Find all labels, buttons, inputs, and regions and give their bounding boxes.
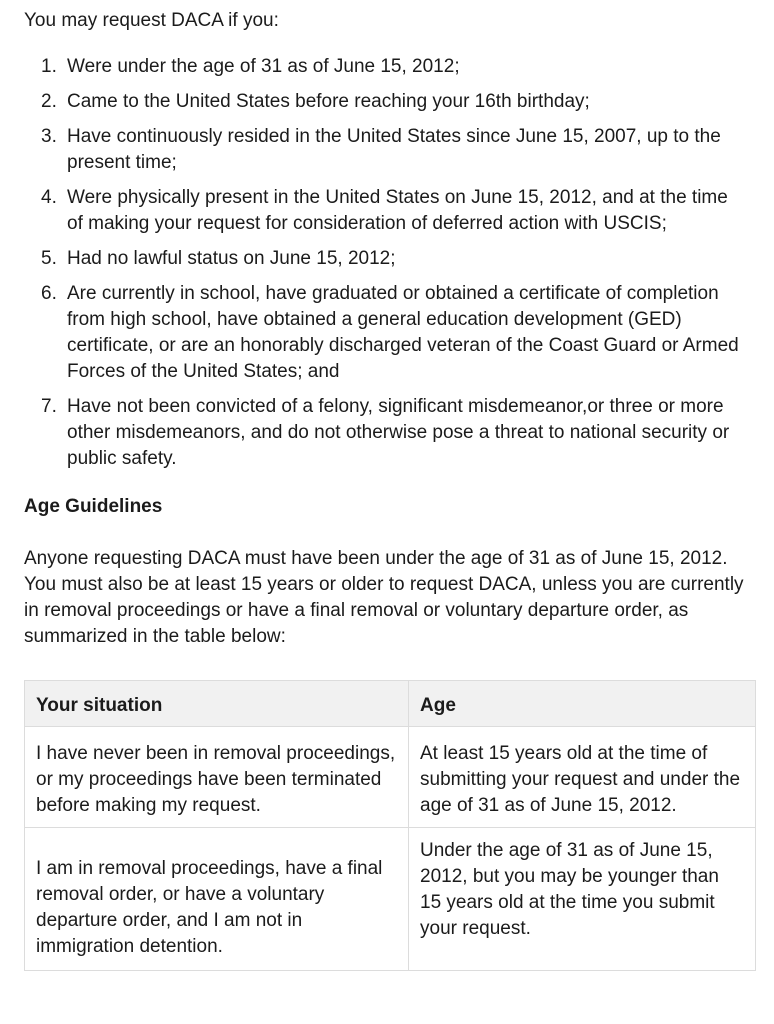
table-cell-situation: I have never been in removal proceedings, or my proceedings have been terminated before making my request. (25, 727, 409, 828)
list-item-number: 2. (41, 91, 57, 112)
list-item-text: Have continuously resided in the United States since June 15, 2007, up to the present time; (67, 126, 721, 173)
list-item-number: 4. (41, 187, 57, 208)
list-item-number: 7. (41, 396, 57, 417)
list-item (41, 89, 754, 115)
table-header-row (25, 681, 756, 727)
column-header-situation: Your situation (25, 681, 409, 727)
table-row (25, 727, 756, 828)
list-item (41, 394, 754, 472)
list-item (41, 54, 754, 80)
table-cell-age: At least 15 years old at the time of submitting your request and under the age of 31 as of June 15, 2012. (409, 727, 756, 828)
column-header-age: Age (409, 681, 756, 727)
list-item (41, 124, 754, 176)
list-item-text: Were under the age of 31 as of June 15, 2012; (67, 56, 460, 77)
list-item-text: Are currently in school, have graduated or obtained a certificate of completion from high school, have obtained a general education development (GED) certificate, or are an honorably discharged veteran of the Coast Guard or Armed Forces of the United States; and (67, 283, 739, 382)
list-item (41, 281, 754, 385)
intro-text: You may request DACA if you: (24, 10, 279, 31)
age-guidelines-table (24, 680, 756, 971)
list-item-text: Were physically present in the United States on June 15, 2012, and at the time of making your request for consideration of deferred action with USCIS; (67, 187, 728, 234)
list-item-text: Came to the United States before reaching your 16th birthday; (67, 91, 590, 112)
list-item-text: Have not been convicted of a felony, significant misdemeanor,or three or more other misdemeanors, and do not otherwise pose a threat to national security or public safety. (67, 396, 730, 469)
list-item (41, 185, 754, 237)
table-cell-situation: I am in removal proceedings, have a final removal order, or have a voluntary departure order, and I am not in immigration detention. (25, 828, 409, 971)
table-row (25, 828, 756, 971)
list-item-text: Had no lawful status on June 15, 2012; (67, 248, 396, 269)
list-item (41, 246, 754, 272)
age-guidelines-heading: Age Guidelines (24, 496, 163, 517)
list-item-number: 5. (41, 248, 57, 269)
list-item-number: 1. (41, 56, 57, 77)
list-item-number: 3. (41, 126, 57, 147)
list-item-number: 6. (41, 283, 57, 304)
eligibility-criteria-list (24, 54, 754, 472)
table-cell-age: Under the age of 31 as of June 15, 2012, but you may be younger than 15 years old at the time you submit your request. (409, 828, 756, 971)
age-guidelines-paragraph: Anyone requesting DACA must have been under the age of 31 as of June 15, 2012. You must also be at least 15 years or older to request DACA, unless you are currently in removal proceedings or have a final removal or voluntary departure order, as summarized in the table below: (24, 548, 744, 647)
